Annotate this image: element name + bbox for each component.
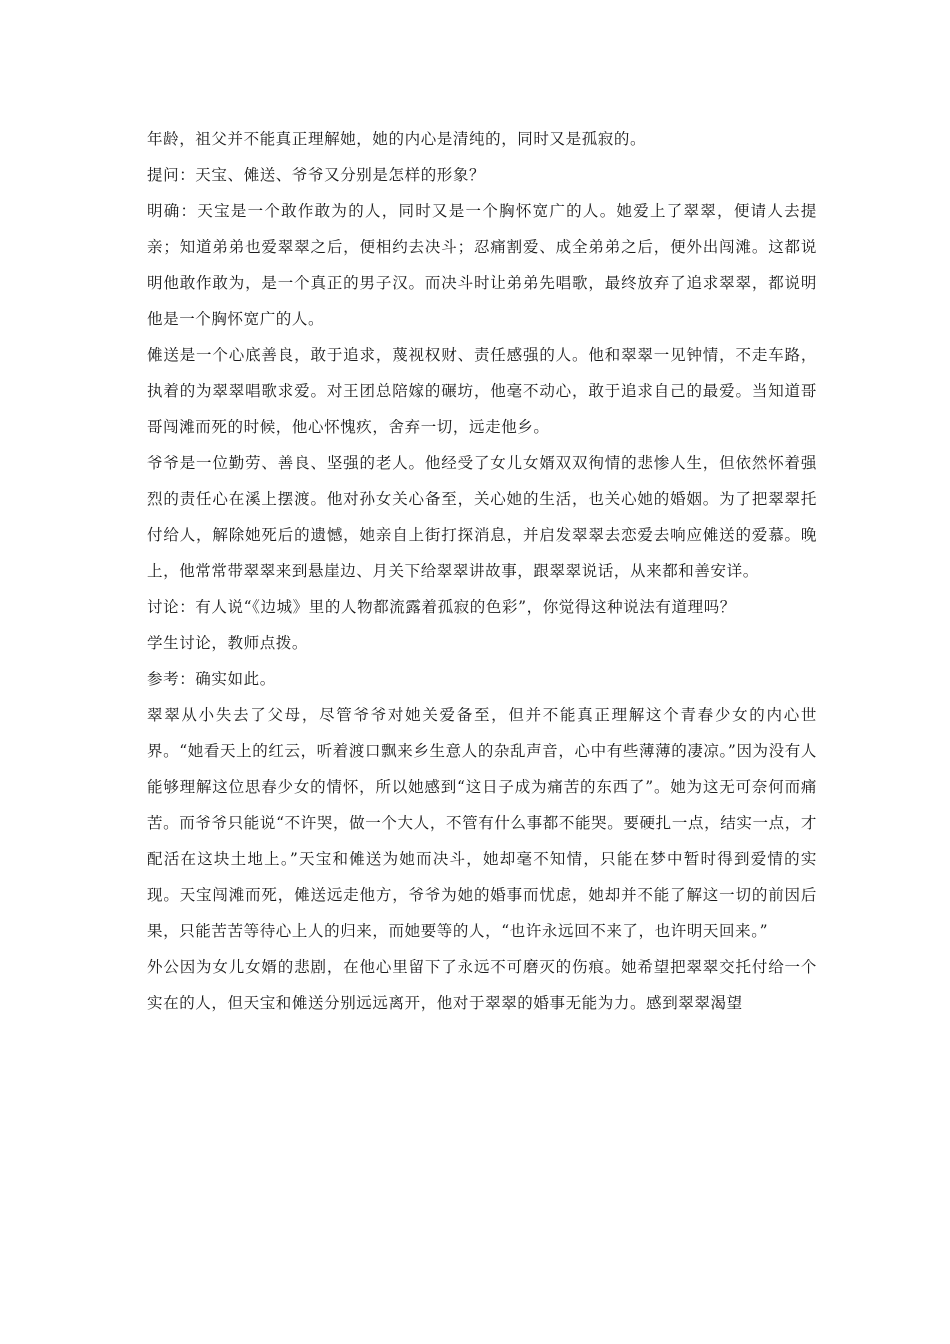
paragraph-grandfather: 爷爷是一位勤劳、善良、坚强的老人。他经受了女儿女婿双双徇情的悲惨人生，但依然怀着强烈的责任心在溪上摆渡。他对孙女关心备至，关心她的生活，也关心她的婚姻。为了把翠翠托付给人，解除她死后的遗憾，她亲自上街打探消息，并启发翠翠去恋爱去响应傩送的爱慕。晚上，他常常带翠翠来到悬崖边、月关下给翠翠讲故事，跟翠翠说话，从来都和善安详。	[147, 454, 817, 580]
paragraph-question: 提问：天宝、傩送、爷爷又分别是怎样的形象？	[147, 166, 486, 184]
paragraph-cuicui: 翠翠从小失去了父母，尽管爷爷对她关爱备至，但并不能真正理解这个青春少女的内心世界。“她看天上的红云，听着渡口飘来乡生意人的杂乱声音，心中有些薄薄的凄凉。”因为没有人能够理解这位思春少女的情怀，所以她感到“这日子成为痛苦的东西了”。她为这无可奈何而痛苦。而爷爷只能说“不许哭，做一个大人，不管有什么事都不能哭。要硬扎一点，结实一点，才配活在这块土地上。”天宝和傩送为她而决斗，她却毫不知情，只能在梦中暂时得到爱情的实现。天宝闯滩而死，傩送远走他方，爷爷为她的婚事而忧虑，她却并不能了解这一切的前因后果，只能苦苦等待心上人的归来，而她要等的人，“也许永远回不来了，也许明天回来。”	[147, 706, 817, 940]
document-body	[147, 121, 817, 1021]
paragraph-student-discussion: 学生讨论，教师点拨。	[147, 634, 309, 652]
paragraph-grandfather-sorrow: 外公因为女儿女婿的悲剧，在他心里留下了永远不可磨灭的伤痕。她希望把翠翠交托付给一个实在的人，但天宝和傩送分别远远离开，他对于翠翠的婚事无能为力。感到翠翠渴望	[147, 958, 817, 1012]
paragraph-reference: 参考：确实如此。	[147, 670, 276, 688]
paragraph-discussion: 讨论：有人说“《边城》里的人物都流露着孤寂的色彩”，你觉得这种说法有道理吗？	[147, 598, 736, 616]
paragraph-tianbao: 明确：天宝是一个敢作敢为的人，同时又是一个胸怀宽广的人。她爱上了翠翠，便请人去提亲；知道弟弟也爱翠翠之后，便相约去决斗；忍痛割爱、成全弟弟之后，便外出闯滩。这都说明他敢作敢为，是一个真正的男子汉。而决斗时让弟弟先唱歌，最终放弃了追求翠翠，都说明他是一个胸怀宽广的人。	[147, 202, 817, 328]
paragraph-intro-continuation: 年龄，祖父并不能真正理解她，她的内心是清纯的，同时又是孤寂的。	[147, 130, 647, 148]
paragraph-nuosong: 傩送是一个心底善良，敢于追求，蔑视权财、责任感强的人。他和翠翠一见钟情，不走车路，执着的为翠翠唱歌求爱。对王团总陪嫁的碾坊，他毫不动心，敢于追求自己的最爱。当知道哥哥闯滩而死的时候，他心怀愧疚，舍弃一切，远走他乡。	[147, 346, 817, 436]
